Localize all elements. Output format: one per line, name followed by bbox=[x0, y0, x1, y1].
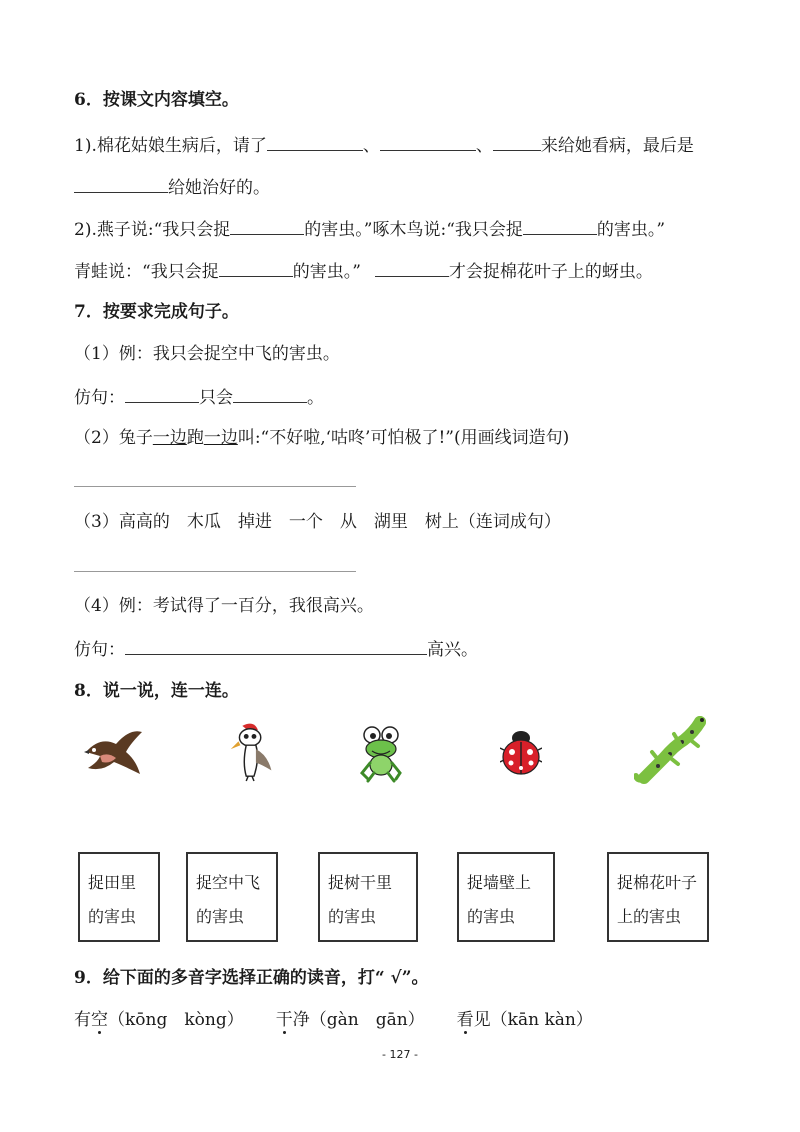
fill-blank[interactable] bbox=[267, 132, 363, 151]
box-text: 的害虫 bbox=[88, 907, 137, 926]
box-text: 捉树干里 bbox=[328, 873, 393, 892]
q6-text: 1).棉花姑娘生病后，请了 bbox=[74, 136, 267, 156]
fill-blank[interactable] bbox=[375, 258, 449, 277]
box-text: 捉墙壁上 bbox=[467, 873, 532, 892]
q7-text: （2）兔子 bbox=[74, 428, 153, 448]
swallow-image bbox=[80, 722, 146, 784]
q6-sep: 、 bbox=[475, 136, 493, 156]
q7-sentence3: （3）高高的 木瓜 掉进 一个 从 湖里 树上（连词成句） bbox=[74, 512, 561, 532]
underlined-word: 一边 bbox=[152, 428, 187, 448]
q6-text: 给她治好的。 bbox=[168, 178, 270, 198]
frog-image bbox=[358, 722, 406, 784]
q6-text: 的害虫。” bbox=[292, 262, 361, 282]
q9-char: 见 bbox=[473, 1010, 491, 1030]
page-number: - 127 - bbox=[382, 1048, 418, 1061]
ladybug-image bbox=[500, 730, 542, 776]
q9-char: 有 bbox=[74, 1010, 91, 1030]
q9-words bbox=[74, 1008, 593, 1032]
underlined-word: 一边 bbox=[203, 428, 238, 448]
q7-text: 仿句： bbox=[74, 388, 125, 408]
box-text: 捉空中飞 bbox=[196, 873, 261, 892]
box-text: 的害虫 bbox=[328, 907, 377, 926]
match-box-leaf-pests[interactable] bbox=[607, 852, 709, 942]
q6-text: 才会捉棉花叶子上的蚜虫。 bbox=[448, 262, 653, 282]
q6-line1 bbox=[74, 132, 694, 158]
q6-line3 bbox=[74, 216, 665, 242]
q7-sentence2 bbox=[74, 426, 569, 450]
q6-heading: 6．按课文内容填空。 bbox=[74, 90, 239, 110]
fill-blank[interactable] bbox=[219, 258, 293, 277]
q7-text: 叫:“不好啦,‘咕咚’可怕极了!”(用画线词造句) bbox=[237, 428, 570, 448]
q6-line2 bbox=[74, 174, 270, 200]
q6-text: 青蛙说：“我只会捉 bbox=[74, 262, 219, 282]
match-box-air-pests[interactable] bbox=[186, 852, 278, 942]
fill-blank[interactable] bbox=[125, 384, 199, 403]
q7-example1: （1）例：我只会捉空中飞的害虫。 bbox=[74, 344, 340, 364]
q9-char-marked: 空 bbox=[91, 1010, 108, 1030]
q7-example4: （4）例：考试得了一百分，我很高兴。 bbox=[74, 596, 374, 616]
match-box-wall-pests[interactable] bbox=[457, 852, 555, 942]
gecko-image bbox=[634, 716, 708, 786]
q6-text: 的害虫。”啄木鸟说:“我只会捉 bbox=[304, 220, 523, 240]
q7-text: 只会 bbox=[199, 388, 233, 408]
q6-text: 的害虫。” bbox=[596, 220, 666, 240]
pinyin-choices[interactable]: （kān kàn） bbox=[490, 1010, 593, 1030]
q9-char-marked: 看 bbox=[456, 1010, 474, 1030]
q7-heading: 7．按要求完成句子。 bbox=[74, 302, 239, 322]
q7-text: 跑 bbox=[186, 428, 204, 448]
q6-line4 bbox=[74, 258, 653, 284]
q6-sep: 、 bbox=[362, 136, 380, 156]
q9-heading: 9．给下面的多音字选择正确的读音，打“ √”。 bbox=[74, 968, 429, 988]
fill-blank[interactable] bbox=[74, 174, 168, 193]
fill-blank[interactable] bbox=[233, 384, 307, 403]
q7-imitation1 bbox=[74, 384, 324, 410]
box-text: 捉田里 bbox=[88, 873, 137, 892]
box-text: 捉棉花叶子 bbox=[617, 873, 698, 892]
box-text: 的害虫 bbox=[467, 907, 516, 926]
q7-text: 仿句： bbox=[74, 640, 125, 660]
fill-blank[interactable] bbox=[380, 132, 476, 151]
woodpecker-image bbox=[228, 720, 278, 782]
q8-heading: 8．说一说，连一连。 bbox=[74, 681, 239, 701]
fill-blank[interactable] bbox=[230, 216, 304, 235]
q9-char: 净 bbox=[292, 1010, 310, 1030]
match-box-field-pests[interactable] bbox=[78, 852, 160, 942]
pinyin-choices[interactable]: （kōng kòng） bbox=[108, 1010, 244, 1030]
fill-blank[interactable] bbox=[523, 216, 597, 235]
q6-text: 来给她看病，最后是 bbox=[540, 136, 694, 156]
box-text: 的害虫 bbox=[196, 907, 245, 926]
box-text: 上的害虫 bbox=[617, 907, 682, 926]
q7-imitation4 bbox=[74, 636, 478, 662]
q7-text: 高兴。 bbox=[427, 640, 478, 660]
match-box-trunk-pests[interactable] bbox=[318, 852, 418, 942]
answer-line[interactable] bbox=[74, 486, 356, 487]
q9-char-marked: 干 bbox=[275, 1010, 293, 1030]
q6-text: 2).燕子说:“我只会捉 bbox=[74, 220, 231, 240]
fill-blank[interactable] bbox=[125, 636, 427, 655]
pinyin-choices[interactable]: （gàn gān） bbox=[309, 1010, 425, 1030]
answer-line[interactable] bbox=[74, 571, 356, 572]
q7-text: 。 bbox=[307, 388, 324, 408]
fill-blank[interactable] bbox=[493, 132, 541, 151]
